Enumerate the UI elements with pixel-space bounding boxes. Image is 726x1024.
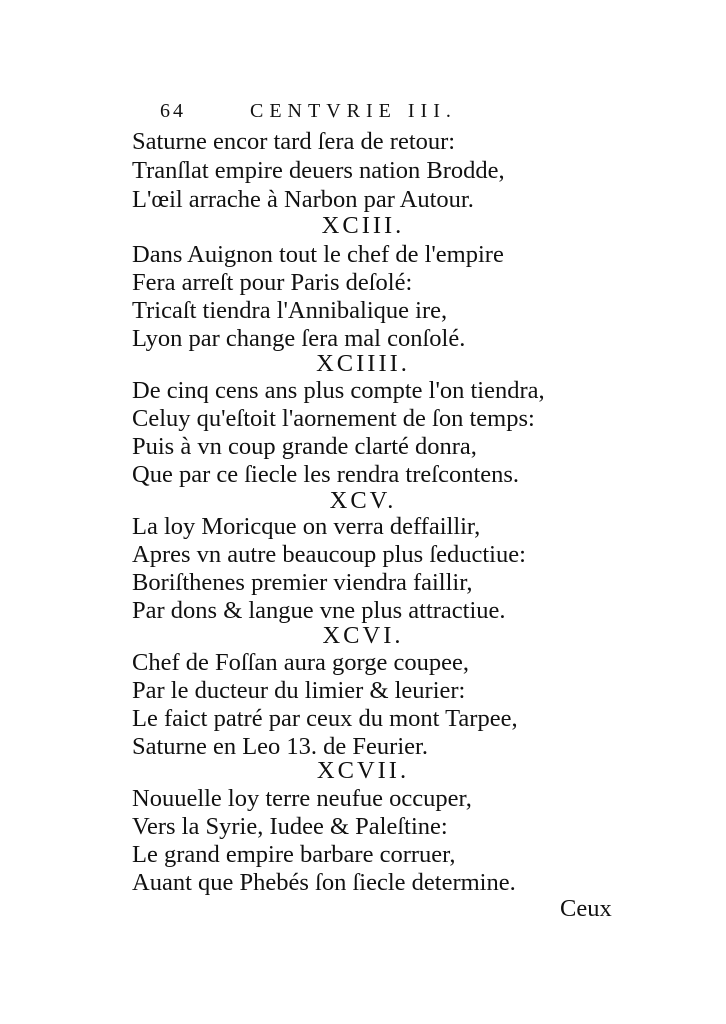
verse-line: Tranſlat empire deuers nation Brodde, [132,157,505,184]
verse-line: Boriſthenes premier viendra faillir, [132,569,473,596]
verse-line: Le faict patré par ceux du mont Tarpee, [132,705,518,732]
verse-line: De cinq cens ans plus compte l'on tiendra, [132,377,545,404]
verse-line: Dans Auignon tout le chef de l'empire [132,241,504,268]
verse-line: Celuy qu'eſtoit l'aornement de ſon temps: [132,405,535,432]
verse-line: Lyon par change ſera mal conſolé. [132,325,466,352]
verse-line: La loy Moricque on verra deffaillir, [132,513,481,540]
verse-line: Apres vn autre beaucoup plus ſeductiue: [132,541,526,568]
quatrain-numeral: XCVII. [316,757,410,784]
quatrain-numeral: XCVI. [322,622,404,649]
verse-line: L'œil arrache à Narbon par Autour. [132,186,474,213]
page-header [160,100,520,130]
quatrain-numeral: XCIIII. [316,350,410,377]
verse-line: Que par ce ſiecle les rendra treſcontens. [132,461,520,488]
verse-line: Saturne encor tard ſera de retour: [132,128,456,155]
verse-line: Saturne en Leo 13. de Feurier. [132,733,428,760]
catchword: Ceux [560,895,612,922]
page-number: 64 [160,100,186,122]
verse-line: Auant que Phebés ſon ſiecle determine. [132,869,516,896]
verse-line: Chef de Foſſan aura gorge coupee, [132,649,469,676]
verse-line: Fera arreſt pour Paris deſolé: [132,269,413,296]
verse-line: Par le ducteur du limier & leurier: [132,677,466,704]
quatrain-numeral: XCIII. [321,212,405,239]
verse-line: Le grand empire barbare corruer, [132,841,456,868]
verse-line: Tricaſt tiendra l'Annibalique ire, [132,297,448,324]
running-title: CENTVRIE III. [250,100,457,122]
verse-line: Nouuelle loy terre neufue occuper, [132,785,472,812]
quatrain-numeral: XCV. [329,487,397,514]
verse-line: Puis à vn coup grande clarté donra, [132,433,477,460]
verse-line: Vers la Syrie, Iudee & Paleſtine: [132,813,448,840]
verse-line: Par dons & langue vne plus attractiue. [132,597,506,624]
